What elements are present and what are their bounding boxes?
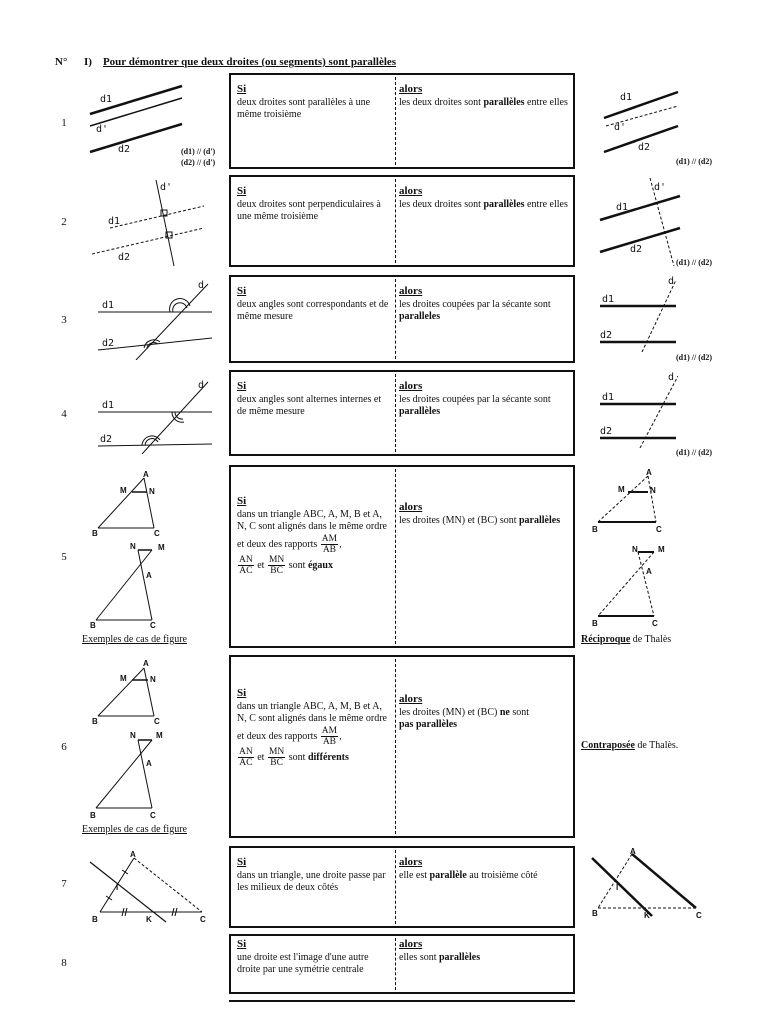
svg-text:C: C bbox=[696, 911, 702, 920]
figure-7-left bbox=[86, 848, 212, 924]
note-left-1a: (d1) // (d') bbox=[181, 147, 216, 156]
si-cell bbox=[237, 83, 389, 122]
alors-text-end: sont bbox=[509, 706, 529, 718]
si-text: deux angles sont correspondants et de même mesure bbox=[237, 298, 389, 322]
svg-text:M: M bbox=[156, 731, 163, 740]
svg-text:C: C bbox=[656, 525, 662, 534]
svg-text:C: C bbox=[200, 915, 206, 924]
section-title bbox=[84, 56, 396, 68]
svg-text:C: C bbox=[150, 811, 156, 820]
svg-text:d1: d1 bbox=[102, 300, 115, 311]
svg-text:N: N bbox=[130, 542, 136, 551]
box-divider bbox=[395, 77, 396, 165]
alors-cell bbox=[399, 938, 569, 964]
fraction-am-ab: $\frac{AM}{AB}$ bbox=[321, 533, 338, 555]
svg-text:B: B bbox=[592, 619, 598, 628]
figure-4-left bbox=[96, 378, 214, 454]
note-right-2: (d1) // (d2) bbox=[676, 258, 712, 267]
alors-label: alors bbox=[399, 693, 423, 705]
svg-text:C: C bbox=[652, 619, 658, 628]
alors-bold: parallèles bbox=[483, 198, 525, 210]
alors-cell bbox=[399, 501, 569, 527]
box-divider bbox=[395, 179, 396, 263]
svg-text:d1: d1 bbox=[100, 94, 113, 105]
note-left-1b: (d2) // (d') bbox=[181, 158, 216, 167]
svg-text:A: A bbox=[646, 567, 652, 576]
svg-text:d2: d2 bbox=[630, 244, 643, 255]
figure-2-right bbox=[598, 176, 682, 268]
svg-text:d2: d2 bbox=[100, 434, 113, 445]
alors-cell bbox=[399, 380, 569, 419]
svg-text:N: N bbox=[150, 675, 156, 684]
svg-text:M: M bbox=[120, 486, 127, 495]
figure-6-left bbox=[86, 658, 176, 820]
svg-text:N: N bbox=[650, 486, 656, 495]
svg-text:d: d bbox=[668, 276, 675, 287]
figure-5-right bbox=[588, 466, 678, 628]
ratio-intro: et deux des rapports bbox=[237, 538, 318, 550]
box-divider bbox=[395, 938, 396, 990]
conclusion-bold: égaux bbox=[307, 559, 333, 571]
box-divider bbox=[395, 850, 396, 924]
svg-text:d': d' bbox=[654, 182, 667, 193]
figure-1-left bbox=[86, 80, 186, 156]
svg-text:d2: d2 bbox=[102, 338, 115, 349]
svg-text:d2: d2 bbox=[118, 144, 131, 155]
fraction-mn-bc: $\frac{MN}{BC}$ bbox=[268, 746, 285, 768]
box-divider bbox=[395, 374, 396, 452]
si-text: une droite est l'image d'une autre droite par une symétrie centrale bbox=[237, 951, 369, 975]
svg-text:d1: d1 bbox=[108, 216, 121, 227]
svg-text:d2: d2 bbox=[600, 426, 613, 437]
svg-text:M: M bbox=[120, 674, 127, 683]
alors-label: alors bbox=[399, 380, 423, 392]
svg-text:d1: d1 bbox=[102, 400, 115, 411]
alors-text-end: entre elles bbox=[524, 198, 568, 210]
figure-7-right bbox=[590, 846, 710, 920]
svg-text:d: d bbox=[198, 380, 205, 391]
svg-text:M: M bbox=[658, 545, 665, 554]
caption-examples-6: Exemples de cas de figure bbox=[82, 824, 187, 835]
caption-contrapositive: Contraposée de Thalès. bbox=[581, 740, 679, 751]
si-cell bbox=[237, 185, 389, 224]
bottom-rule bbox=[229, 1000, 575, 1002]
alors-text: elles sont bbox=[399, 951, 439, 963]
svg-text:B: B bbox=[592, 525, 598, 534]
svg-text:d2: d2 bbox=[600, 330, 613, 341]
ratio-intro: et deux des rapports bbox=[237, 730, 318, 742]
theorem-box-5 bbox=[229, 465, 575, 648]
svg-text:d': d' bbox=[160, 182, 173, 193]
si-cell: Si dans un triangle ABC, A, M, B et A, N, C sont alignés dans le même ordre et deux des rapports $\frac{AM}{AB}$ , $\frac{AN}{AC}$ et $\frac{MN}{BC}$ sont égaux bbox=[237, 495, 389, 576]
svg-text:N: N bbox=[632, 545, 638, 554]
si-label: Si bbox=[237, 83, 247, 95]
svg-text:d1: d1 bbox=[602, 294, 615, 305]
si-cell bbox=[237, 285, 389, 324]
alors-label: alors bbox=[399, 856, 423, 868]
alors-bold: parallèles bbox=[483, 96, 525, 108]
alors-text: elle est bbox=[399, 869, 430, 881]
svg-text:A: A bbox=[146, 571, 152, 580]
section-number: I) bbox=[84, 56, 92, 68]
si-label: Si bbox=[237, 687, 247, 699]
svg-text:I: I bbox=[116, 883, 119, 892]
alors-bold-2: pas parallèles bbox=[399, 719, 458, 730]
number-column-header: N° bbox=[55, 56, 68, 68]
alors-bold: ne bbox=[499, 706, 510, 718]
alors-text: les droites (MN) et (BC) bbox=[399, 706, 500, 718]
alors-bold: paralleles bbox=[399, 311, 441, 322]
conclusion-bold: différents bbox=[307, 751, 349, 763]
row-number-1: 1 bbox=[61, 117, 67, 129]
fraction-am-ab: $\frac{AM}{AB}$ bbox=[321, 725, 338, 747]
svg-text:A: A bbox=[143, 659, 149, 668]
row-number-7: 7 bbox=[61, 878, 67, 890]
si-cell bbox=[237, 938, 389, 977]
svg-text:d: d bbox=[668, 372, 675, 383]
alors-cell bbox=[399, 185, 569, 211]
note-right-3: (d1) // (d2) bbox=[676, 353, 712, 362]
theorem-box-4 bbox=[229, 370, 575, 456]
theorem-box-7 bbox=[229, 846, 575, 928]
svg-text:d: d bbox=[198, 280, 205, 291]
row-number-4: 4 bbox=[61, 408, 67, 420]
alors-text-end: au troisième côté bbox=[466, 869, 538, 881]
alors-cell bbox=[399, 856, 569, 882]
box-divider bbox=[395, 279, 396, 359]
fraction-mn-bc: $\frac{MN}{BC}$ bbox=[268, 554, 285, 576]
svg-text:K: K bbox=[146, 915, 152, 924]
svg-text:B: B bbox=[92, 915, 98, 924]
svg-text:I: I bbox=[616, 883, 619, 892]
row-number-3: 3 bbox=[61, 314, 67, 326]
alors-bold: parallèles bbox=[439, 951, 481, 963]
section-heading: Pour démontrer que deux droites (ou segments) sont parallèles bbox=[102, 56, 397, 68]
figure-1-right bbox=[602, 80, 682, 154]
svg-text:d': d' bbox=[614, 122, 627, 133]
svg-text:M: M bbox=[618, 485, 625, 494]
svg-text:B: B bbox=[92, 717, 98, 726]
svg-text:d1: d1 bbox=[602, 392, 615, 403]
fraction-an-ac: $\frac{AN}{AC}$ bbox=[239, 554, 253, 576]
alors-text-end: entre elles bbox=[524, 96, 568, 108]
alors-label: alors bbox=[399, 938, 423, 950]
svg-text:C: C bbox=[150, 621, 156, 628]
svg-text:C: C bbox=[154, 529, 160, 538]
si-text: deux droites sont parallèles à une même troisième bbox=[237, 96, 371, 120]
alors-text: les droites (MN) et (BC) sont bbox=[399, 514, 519, 526]
alors-label: alors bbox=[399, 501, 423, 513]
svg-text:B: B bbox=[90, 621, 96, 628]
figure-4-right bbox=[598, 372, 678, 448]
svg-text:N: N bbox=[130, 731, 136, 740]
figure-3-left bbox=[96, 280, 214, 360]
row-number-6: 6 bbox=[61, 741, 67, 753]
figure-2-left bbox=[88, 176, 208, 268]
si-text: dans un triangle ABC, A, M, B et A, N, C sont alignés dans le même ordre bbox=[237, 700, 387, 724]
si-cell bbox=[237, 856, 389, 895]
row-number-2: 2 bbox=[61, 216, 67, 228]
svg-text:d': d' bbox=[96, 124, 109, 135]
svg-text:C: C bbox=[154, 717, 160, 726]
svg-text:A: A bbox=[146, 759, 152, 768]
si-label: Si bbox=[237, 185, 247, 197]
svg-text:A: A bbox=[130, 850, 136, 859]
alors-text: les deux droites sont bbox=[399, 96, 484, 108]
svg-text:M: M bbox=[158, 543, 165, 552]
fraction-an-ac: $\frac{AN}{AC}$ bbox=[239, 746, 253, 768]
theorem-box-8 bbox=[229, 934, 575, 994]
svg-text:N: N bbox=[149, 487, 155, 496]
alors-cell bbox=[399, 693, 569, 732]
svg-text:d2: d2 bbox=[638, 142, 651, 153]
alors-bold: parallèle bbox=[429, 869, 467, 881]
alors-label: alors bbox=[399, 83, 423, 95]
si-label: Si bbox=[237, 495, 247, 507]
theorem-box-2 bbox=[229, 175, 575, 267]
alors-bold: parallèles bbox=[519, 514, 561, 526]
note-right-1: (d1) // (d2) bbox=[676, 157, 712, 166]
figure-5-left bbox=[86, 468, 176, 628]
alors-text: les droites coupées par la sécante sont bbox=[399, 298, 551, 310]
svg-text:B: B bbox=[592, 909, 598, 918]
alors-text: les deux droites sont bbox=[399, 198, 484, 210]
svg-text:d2: d2 bbox=[118, 252, 131, 263]
alors-label: alors bbox=[399, 285, 423, 297]
alors-bold: parallèles bbox=[399, 406, 441, 417]
box-divider bbox=[395, 659, 396, 834]
caption-examples-5: Exemples de cas de figure bbox=[82, 634, 187, 645]
si-label: Si bbox=[237, 285, 247, 297]
si-text: deux angles sont alternes internes et de même mesure bbox=[237, 393, 382, 417]
svg-text:A: A bbox=[143, 470, 149, 479]
svg-text:B: B bbox=[92, 529, 98, 538]
si-label: Si bbox=[237, 856, 247, 868]
svg-text:B: B bbox=[90, 811, 96, 820]
theorem-box-3 bbox=[229, 275, 575, 363]
svg-text:K: K bbox=[644, 911, 650, 920]
svg-text:d1: d1 bbox=[620, 92, 633, 103]
figure-3-right bbox=[598, 276, 678, 352]
alors-text: les droites coupées par la sécante sont bbox=[399, 393, 551, 405]
si-text: dans un triangle, une droite passe par les milieux de deux côtés bbox=[237, 869, 386, 893]
row-number-5: 5 bbox=[61, 551, 67, 563]
note-right-4: (d1) // (d2) bbox=[676, 448, 712, 457]
box-divider bbox=[395, 469, 396, 644]
theorem-box-6 bbox=[229, 655, 575, 838]
alors-cell bbox=[399, 285, 569, 324]
alors-cell bbox=[399, 83, 569, 109]
alors-label: alors bbox=[399, 185, 423, 197]
si-text: deux droites sont perpendiculaires à une même troisième bbox=[237, 198, 381, 222]
svg-text:A: A bbox=[630, 847, 636, 856]
si-text: dans un triangle ABC, A, M, B et A, N, C sont alignés dans le même ordre bbox=[237, 508, 387, 532]
si-label: Si bbox=[237, 380, 247, 392]
caption-reciprocal: Réciproque de Thalès bbox=[581, 634, 672, 645]
si-label: Si bbox=[237, 938, 247, 950]
theorem-box-1 bbox=[229, 73, 575, 169]
si-cell bbox=[237, 380, 389, 419]
row-number-8: 8 bbox=[61, 957, 67, 969]
svg-text:A: A bbox=[646, 468, 652, 477]
svg-text:d1: d1 bbox=[616, 202, 629, 213]
si-cell: Si dans un triangle ABC, A, M, B et A, N, C sont alignés dans le même ordre et deux des rapports $\frac{AM}{AB}$ , $\frac{AN}{AC}$ et $\frac{MN}{BC}$ sont différents bbox=[237, 687, 389, 768]
